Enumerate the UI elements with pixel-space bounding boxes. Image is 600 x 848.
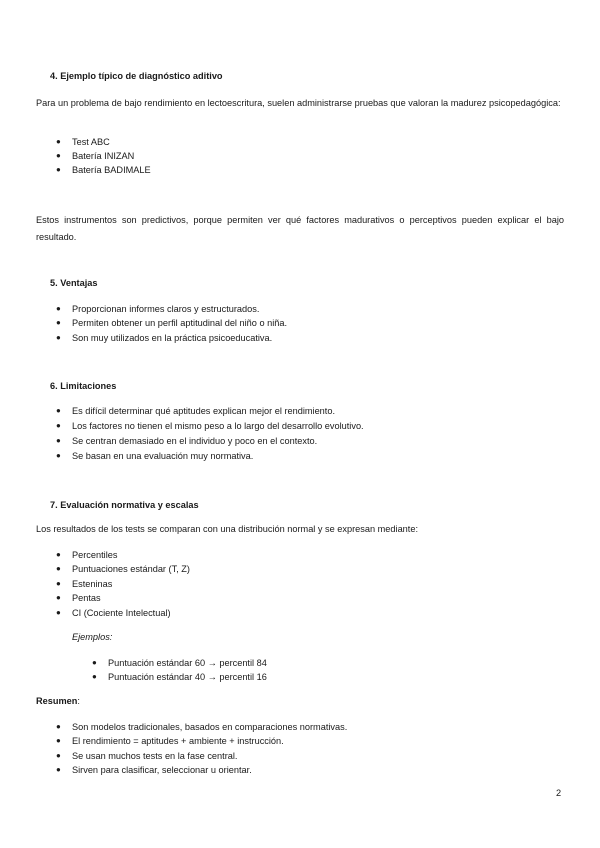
- bullet-icon: ●: [56, 736, 61, 745]
- section-7-intro: Los resultados de los tests se comparan con una distribución normal y se expresan mediante:: [36, 524, 418, 534]
- examples-label: Ejemplos:: [72, 632, 113, 642]
- bullet-icon: ●: [92, 672, 97, 681]
- page-number: 2: [556, 788, 562, 798]
- section-4-intro: Para un problema de bajo rendimiento en lectoescritura, suelen administrarse pruebas que valoran la madurez psicopedagógica:: [36, 98, 561, 108]
- section-5-heading: 5. Ventajas: [50, 278, 98, 288]
- bullet-icon: ●: [92, 658, 97, 667]
- section-6-heading: 6. Limitaciones: [50, 381, 117, 391]
- bullet-icon: ●: [56, 579, 61, 588]
- bullet-icon: ●: [56, 436, 61, 445]
- bullet-icon: ●: [56, 318, 61, 327]
- bullet-icon: ●: [56, 421, 61, 430]
- bullet-icon: ●: [56, 550, 61, 559]
- bullet-icon: ●: [56, 304, 61, 313]
- bullet-icon: ●: [56, 333, 61, 342]
- summary-heading: [36, 696, 80, 706]
- bullet-icon: ●: [56, 151, 61, 160]
- bullet-icon: ●: [56, 608, 61, 617]
- summary-colon: :: [77, 696, 80, 706]
- bullet-icon: ●: [56, 722, 61, 731]
- section-7-heading: 7. Evaluación normativa y escalas: [50, 500, 199, 510]
- bullet-icon: ●: [56, 451, 61, 460]
- summary-label: Resumen: [36, 696, 78, 706]
- bullet-icon: ●: [56, 165, 61, 174]
- bullet-icon: ●: [56, 406, 61, 415]
- bullet-icon: ●: [56, 564, 61, 573]
- bullet-icon: ●: [56, 751, 61, 760]
- section-4-heading: 4. Ejemplo típico de diagnóstico aditivo: [50, 71, 223, 81]
- bullet-icon: ●: [56, 765, 61, 774]
- bullet-icon: ●: [56, 137, 61, 146]
- section-4-closing: Estos instrumentos son predictivos, porque permiten ver qué factores madurativos o perceptivos pueden explicar el bajo resultado.: [36, 215, 564, 242]
- bullet-icon: ●: [56, 593, 61, 602]
